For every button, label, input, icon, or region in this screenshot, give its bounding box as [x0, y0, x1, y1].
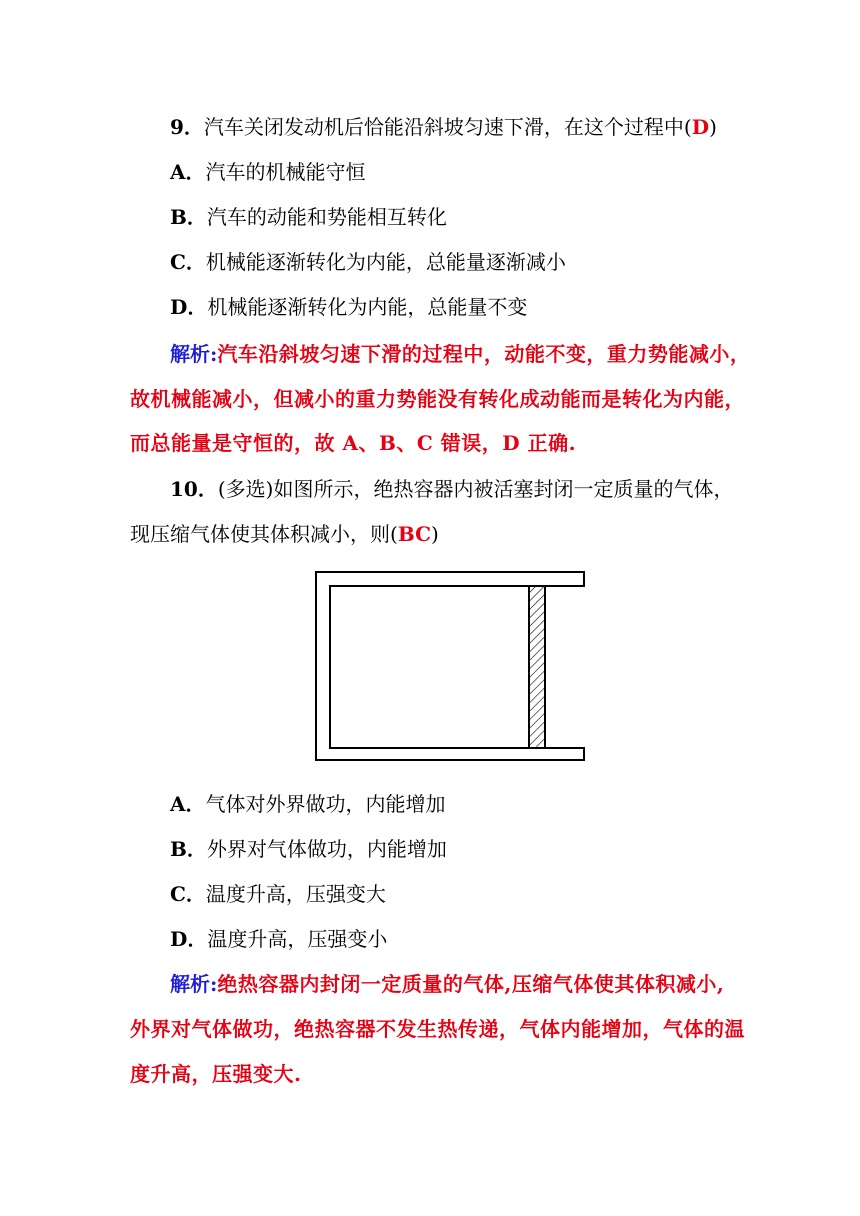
option-letter: A． — [170, 792, 206, 816]
q10-answer: BC — [397, 522, 432, 546]
option-letter: C． — [170, 882, 206, 906]
explanation-text: 度升高，压强变大. — [130, 1062, 302, 1086]
option-text: 气体对外界做功，内能增加 — [205, 792, 446, 816]
q10-explanation-line-3 — [130, 1060, 301, 1088]
q9-explanation-line-3 — [130, 429, 576, 457]
q9-stem-line — [170, 113, 717, 141]
option-text: 温度升高，压强变小 — [207, 927, 388, 951]
option-text: 汽车的动能和势能相互转化 — [206, 205, 447, 229]
piston — [529, 586, 545, 748]
explanation-text: 而总能量是守恒的，故 A、B、C 错误，D 正确. — [130, 431, 577, 455]
explanation-text: 汽车沿斜坡匀速下滑的过程中，动能不变，重力势能减小， — [217, 342, 751, 366]
q9-explanation-line-1 — [170, 340, 750, 368]
q10-stem-line-2 — [130, 520, 439, 548]
q9-answer: D — [691, 115, 710, 139]
q9-number: 9． — [170, 115, 204, 139]
option-letter: A． — [170, 160, 206, 184]
q9-explanation-line-2 — [130, 385, 745, 413]
q10-option-b — [170, 835, 447, 863]
q10-explanation-line-2 — [130, 1015, 745, 1043]
explanation-text: 绝热容器内封闭一定质量的气体,压缩气体使其体积减小, — [217, 972, 725, 996]
container-piston-diagram — [314, 570, 586, 762]
q10-option-c — [170, 880, 386, 908]
q10-explanation-line-1 — [170, 970, 724, 998]
q9-stem: 汽车关闭发动机后恰能沿斜坡匀速下滑，在这个过程中( — [203, 115, 692, 139]
q9-option-c — [170, 248, 566, 276]
q10-stem-2: 现压缩气体使其体积减小，则( — [130, 522, 398, 546]
q10-stem-1: (多选)如图所示，绝热容器内被活塞封闭一定质量的气体， — [217, 477, 734, 501]
explanation-text: 外界对气体做功，绝热容器不发生热传递，气体内能增加，气体的温 — [130, 1017, 745, 1041]
q10-number: 10． — [170, 477, 218, 501]
explanation-label: 解析: — [170, 972, 218, 996]
option-letter: B． — [170, 205, 207, 229]
q10-option-a — [170, 790, 446, 818]
option-text: 机械能逐渐转化为内能，总能量不变 — [207, 295, 528, 319]
q10-close: ) — [431, 522, 439, 546]
q9-option-a — [170, 158, 366, 186]
q10-option-d — [170, 925, 387, 953]
q9-option-d — [170, 293, 527, 321]
option-letter: D． — [170, 927, 208, 951]
option-text: 外界对气体做功，内能增加 — [206, 837, 447, 861]
q9-close: ) — [709, 115, 717, 139]
q9-option-b — [170, 203, 447, 231]
q10-stem-line-1 — [170, 475, 733, 503]
option-letter: C． — [170, 250, 206, 274]
option-letter: B． — [170, 837, 207, 861]
option-text: 机械能逐渐转化为内能，总能量逐渐减小 — [205, 250, 566, 274]
explanation-label: 解析: — [170, 342, 218, 366]
option-text: 汽车的机械能守恒 — [205, 160, 366, 184]
explanation-text: 故机械能减小，但减小的重力势能没有转化成动能而是转化为内能， — [130, 387, 745, 411]
option-text: 温度升高，压强变大 — [205, 882, 386, 906]
option-letter: D． — [170, 295, 208, 319]
